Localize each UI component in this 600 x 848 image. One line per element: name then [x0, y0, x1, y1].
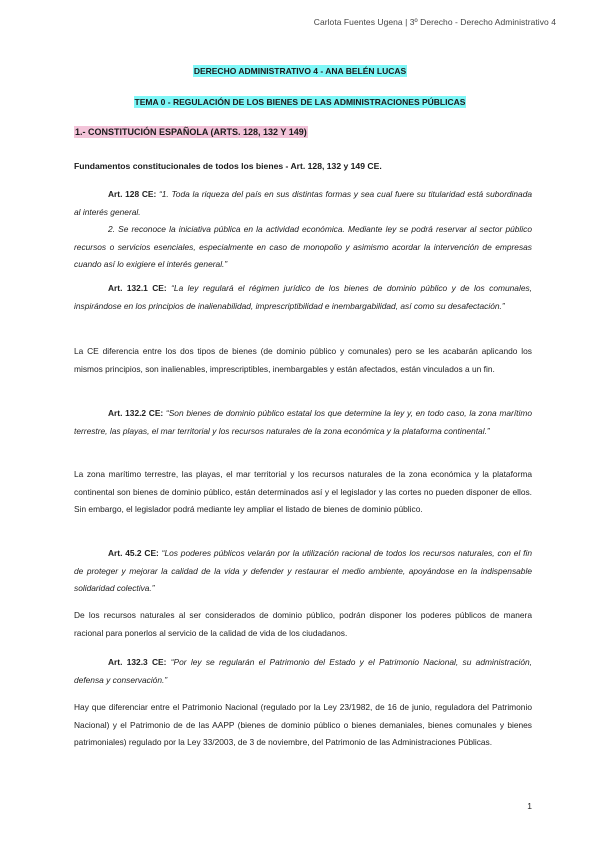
article-128-text1: “1. Toda la riqueza del país en sus distintas formas y sea cual fuere su titularidad está subordinada al interés general.	[74, 189, 533, 217]
intro-line: Fundamentos constitucionales de todos los bienes - Art. 128, 132 y 149 CE.	[74, 161, 382, 171]
section-heading-text: 1.- CONSTITUCIÓN ESPAÑOLA (ARTS. 128, 132 Y 149)	[75, 127, 307, 137]
page-number: 1	[527, 801, 532, 811]
article-128-block	[74, 186, 532, 274]
article-45-2-label: Art. 45.2 CE:	[108, 548, 159, 558]
page-header: Carlota Fuentes Ugena | 3º Derecho - Derecho Administrativo 4	[313, 17, 556, 27]
article-132-3-block	[74, 654, 532, 689]
topic-subtitle	[0, 97, 600, 107]
article-128-text2: 2. Se reconoce la iniciativa pública en la actividad económica. Mediante ley se podrá reservar al sector público recursos o servicios esenciales, especialmente en caso de monopolio y asimismo acordar la intervención de empresas cuando así lo exigiere el interés general.”	[74, 224, 532, 270]
article-132-1-text: “La ley regulará el régimen jurídico de los bienes de dominio público y de los comunales, inspirándose en los principios de inalienabilidad, imprescriptibilidad e inembargabilidad, así como su desafectación.”	[74, 283, 532, 311]
article-132-3-text: “Por ley se regularán el Patrimonio del Estado y el Patrimonio Nacional, su administración, defensa y conservación.”	[74, 657, 532, 685]
article-45-2-para	[74, 545, 532, 598]
commentary-para-3: De los recursos naturales al ser considerados de dominio público, podrán disponer los poderes públicos de manera racional para ponerlos al servicio de la calidad de vida de los ciudadanos.	[74, 610, 532, 638]
article-132-2-para	[74, 405, 532, 440]
article-132-3-label: Art. 132.3 CE:	[108, 657, 167, 667]
article-132-1-block	[74, 280, 532, 315]
commentary-para-4: Hay que diferenciar entre el Patrimonio Nacional (regulado por la Ley 23/1982, de 16 de junio, reguladora del Patrimonio Nacional) y el Patrimonio de de las AAPP (bienes de dominio público o bienes demaniales, bienes comunales y bienes patrimoniales) regulado por la Ley 33/2003, de 3 de noviembre, del Patrimonio de las Administraciones Públicas.	[74, 702, 532, 748]
article-132-1-para	[74, 280, 532, 315]
article-132-3-para	[74, 654, 532, 689]
commentary-para-1: La CE diferencia entre los dos tipos de bienes (de dominio público y comunales) pero se les acabarán aplicando los mismos principios, son inalienables, imprescriptibles, inembargables y están afectados, están vinculados a un fin.	[74, 346, 532, 374]
commentary-para-2: La zona marítimo terrestre, las playas, el mar territorial y los recursos naturales de la zona económica y la plataforma continental son bienes de dominio público, están determinados así y el legislador y las cortes no pueden disponer de ellos. Sin embargo, el legislador podrá mediante ley ampliar el listado de bienes de dominio público.	[74, 469, 532, 515]
section-heading	[74, 127, 308, 137]
article-132-1-label: Art. 132.1 CE:	[108, 283, 167, 293]
article-128-para1	[74, 186, 532, 221]
article-132-2-block	[74, 405, 532, 440]
article-45-2-text: “Los poderes públicos velarán por la utilización racional de todos los recursos naturales, con el fin de proteger y mejorar la calidad de la vida y defender y restaurar el medio ambiente, apoyándose en la indispensable solidaridad colectiva.”	[74, 548, 532, 594]
article-132-2-text: “Son bienes de dominio público estatal los que determine la ley y, en todo caso, la zona marítimo terrestre, las playas, el mar territorial y los recursos naturales de la zona económica y la plataforma continental.”	[74, 408, 532, 436]
topic-subtitle-text: TEMA 0 - REGULACIÓN DE LOS BIENES DE LAS ADMINISTRACIONES PÚBLICAS	[134, 97, 466, 107]
document-title	[0, 66, 600, 76]
article-128-para2	[74, 221, 532, 274]
article-45-2-block	[74, 545, 532, 598]
article-128-label: Art. 128 CE:	[108, 189, 157, 199]
article-132-2-label: Art. 132.2 CE:	[108, 408, 164, 418]
document-title-text: DERECHO ADMINISTRATIVO 4 - ANA BELÉN LUCAS	[193, 66, 407, 76]
